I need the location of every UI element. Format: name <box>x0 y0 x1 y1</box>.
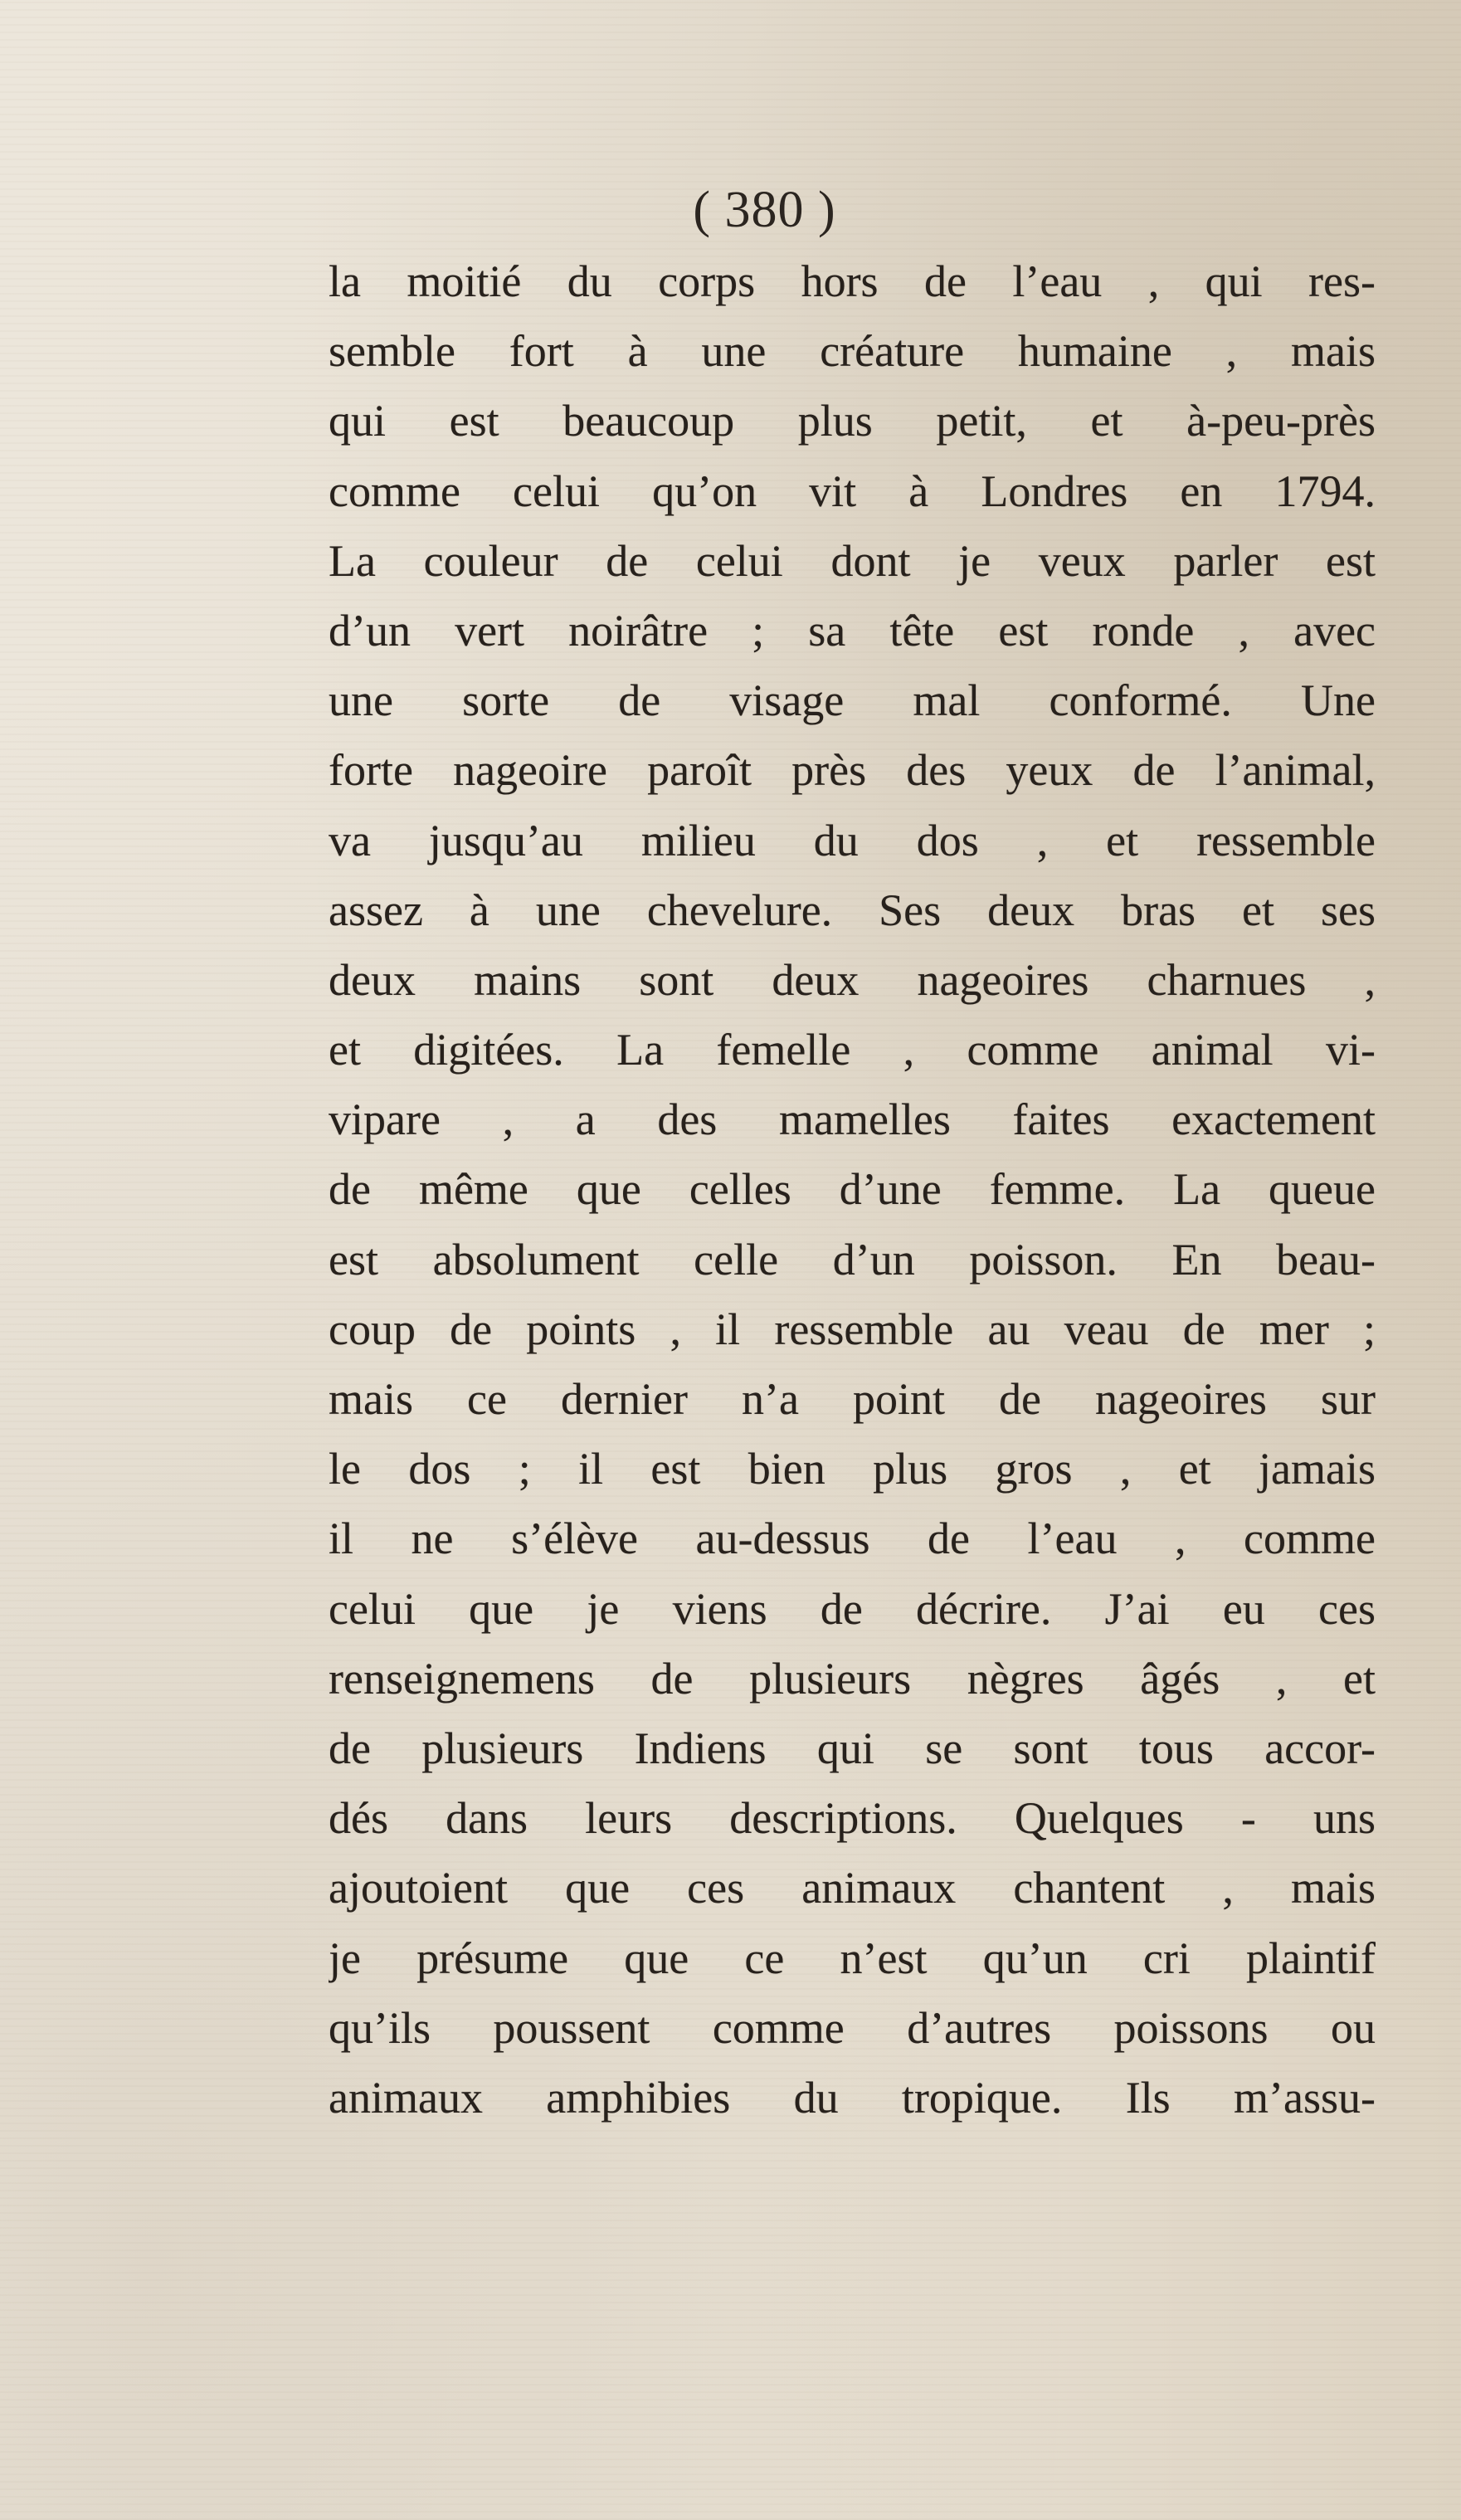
text-line: forte nageoire paroît près des yeux de l’animal, <box>329 745 1376 796</box>
text-line: la moitié du corps hors de l’eau , qui res- <box>329 256 1376 306</box>
text-line: de même que celles d’une femme. La queue <box>329 1164 1376 1215</box>
text-line: celui que je viens de décrire. J’ai eu ces <box>329 1583 1376 1634</box>
text-line: d’un vert noirâtre ; sa tête est ronde , avec <box>329 605 1376 656</box>
text-line: La couleur de celui dont je veux parler est <box>329 535 1376 586</box>
text-line: va jusqu’au milieu du dos , et ressemble <box>329 815 1376 865</box>
text-line: et digitées. La femelle , comme animal vi- <box>329 1025 1376 1075</box>
text-line: semble fort à une créature humaine , mais <box>329 326 1376 377</box>
text-line: coup de points , il ressemble au veau de mer ; <box>329 1304 1376 1354</box>
text-line: mais ce dernier n’a point de nageoires sur <box>329 1374 1376 1424</box>
text-line: il ne s’élève au-dessus de l’eau , comme <box>329 1513 1376 1564</box>
text-line: je présume que ce n’est qu’un cri plaintif <box>329 1933 1376 1983</box>
text-line: assez à une chevelure. Ses deux bras et ses <box>329 885 1376 935</box>
text-line: qui est beaucoup plus petit, et à-peu-près <box>329 396 1376 446</box>
text-line: une sorte de visage mal conformé. Une <box>329 675 1376 726</box>
text-line: deux mains sont deux nageoires charnues , <box>329 954 1376 1005</box>
text-line: qu’ils poussent comme d’autres poissons ou <box>329 2002 1376 2053</box>
page-number: ( 380 ) <box>693 182 836 238</box>
text-line: de plusieurs Indiens qui se sont tous accor- <box>329 1723 1376 1773</box>
text-line: animaux amphibies du tropique. Ils m’assu- <box>329 2072 1376 2123</box>
text-line: comme celui qu’on vit à Londres en 1794. <box>329 465 1376 516</box>
text-line: dés dans leurs descriptions. Quelques - uns <box>329 1793 1376 1844</box>
text-line: ajoutoient que ces animaux chantent , mais <box>329 1863 1376 1913</box>
text-line: vipare , a des mamelles faites exactement <box>329 1094 1376 1145</box>
text-line: est absolument celle d’un poisson. En beau- <box>329 1234 1376 1284</box>
body-text <box>329 246 1376 2132</box>
text-line: renseignemens de plusieurs nègres âgés , et <box>329 1653 1376 1704</box>
text-line: le dos ; il est bien plus gros , et jamais <box>329 1444 1376 1494</box>
